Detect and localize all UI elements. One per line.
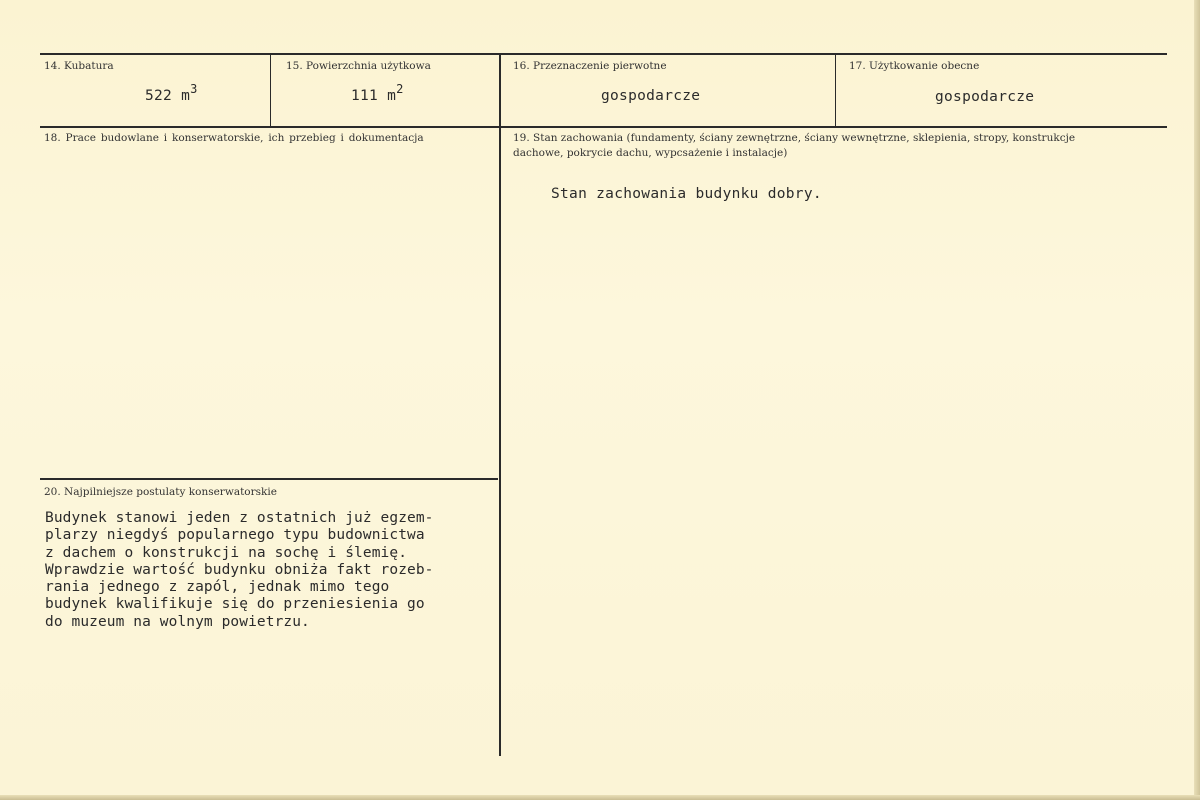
- uzytkowanie-label: 17. Użytkowanie obecne: [849, 60, 980, 72]
- powierzchnia-value: [351, 82, 404, 104]
- postulaty-line: z dachem o konstrukcji na sochę i ślemię.: [45, 544, 408, 561]
- card-edge-right: [1194, 0, 1200, 800]
- section-divider-left: [40, 478, 498, 480]
- postulaty-line: Budynek stanowi jeden z ostatnich już egzem-: [45, 510, 434, 526]
- powierzchnia-exponent: 2: [396, 82, 404, 96]
- uzytkowanie-value: gospodarcze: [935, 89, 1035, 105]
- powierzchnia-label: 15. Powierzchnia użytkowa: [286, 60, 431, 72]
- postulaty-text: [45, 510, 434, 631]
- postulaty-line: plarzy niegdyś popularnego typu budownictwa: [45, 527, 425, 544]
- postulaty-line: Wprawdzie wartość budynku obniża fakt rozeb-: [45, 561, 434, 578]
- powierzchnia-number: 111: [351, 88, 379, 104]
- prace-label: 18. Prace budowlane i konserwatorskie, ich przebieg i dokumentacja: [44, 132, 424, 144]
- kubatura-number: 522: [145, 88, 173, 104]
- powierzchnia-unit: m: [387, 88, 397, 104]
- top-rule: [40, 53, 1167, 55]
- row-divider: [40, 126, 1167, 128]
- postulaty-line: budynek kwalifikuje się do przeniesienia go: [45, 596, 425, 613]
- column-divider-2: [499, 53, 501, 756]
- postulaty-label: 20. Najpilniejsze postulaty konserwatorskie: [44, 486, 277, 498]
- przeznaczenie-label: 16. Przeznaczenie pierwotne: [513, 60, 667, 72]
- przeznaczenie-value: gospodarcze: [601, 88, 701, 104]
- stan-label: 19. Stan zachowania (fundamenty, ściany zewnętrzne, ściany wewnętrzne, sklepienia, stropy, konstrukcje dachowe, pokrycie dachu, wypcsażenie i instalacje): [513, 132, 1076, 159]
- kubatura-value: [145, 82, 198, 104]
- postulaty-line: rania jednego z zapól, jednak mimo tego: [45, 579, 390, 596]
- card-edge-bottom: [0, 795, 1200, 800]
- column-divider-1: [270, 53, 271, 127]
- stan-value: Stan zachowania budynku dobry.: [551, 186, 822, 202]
- postulaty-line: do muzeum na wolnym powietrzu.: [45, 613, 310, 630]
- kubatura-unit: m: [181, 88, 191, 104]
- kubatura-exponent: 3: [190, 82, 198, 96]
- kubatura-label: 14. Kubatura: [44, 60, 114, 72]
- column-divider-3: [835, 53, 836, 127]
